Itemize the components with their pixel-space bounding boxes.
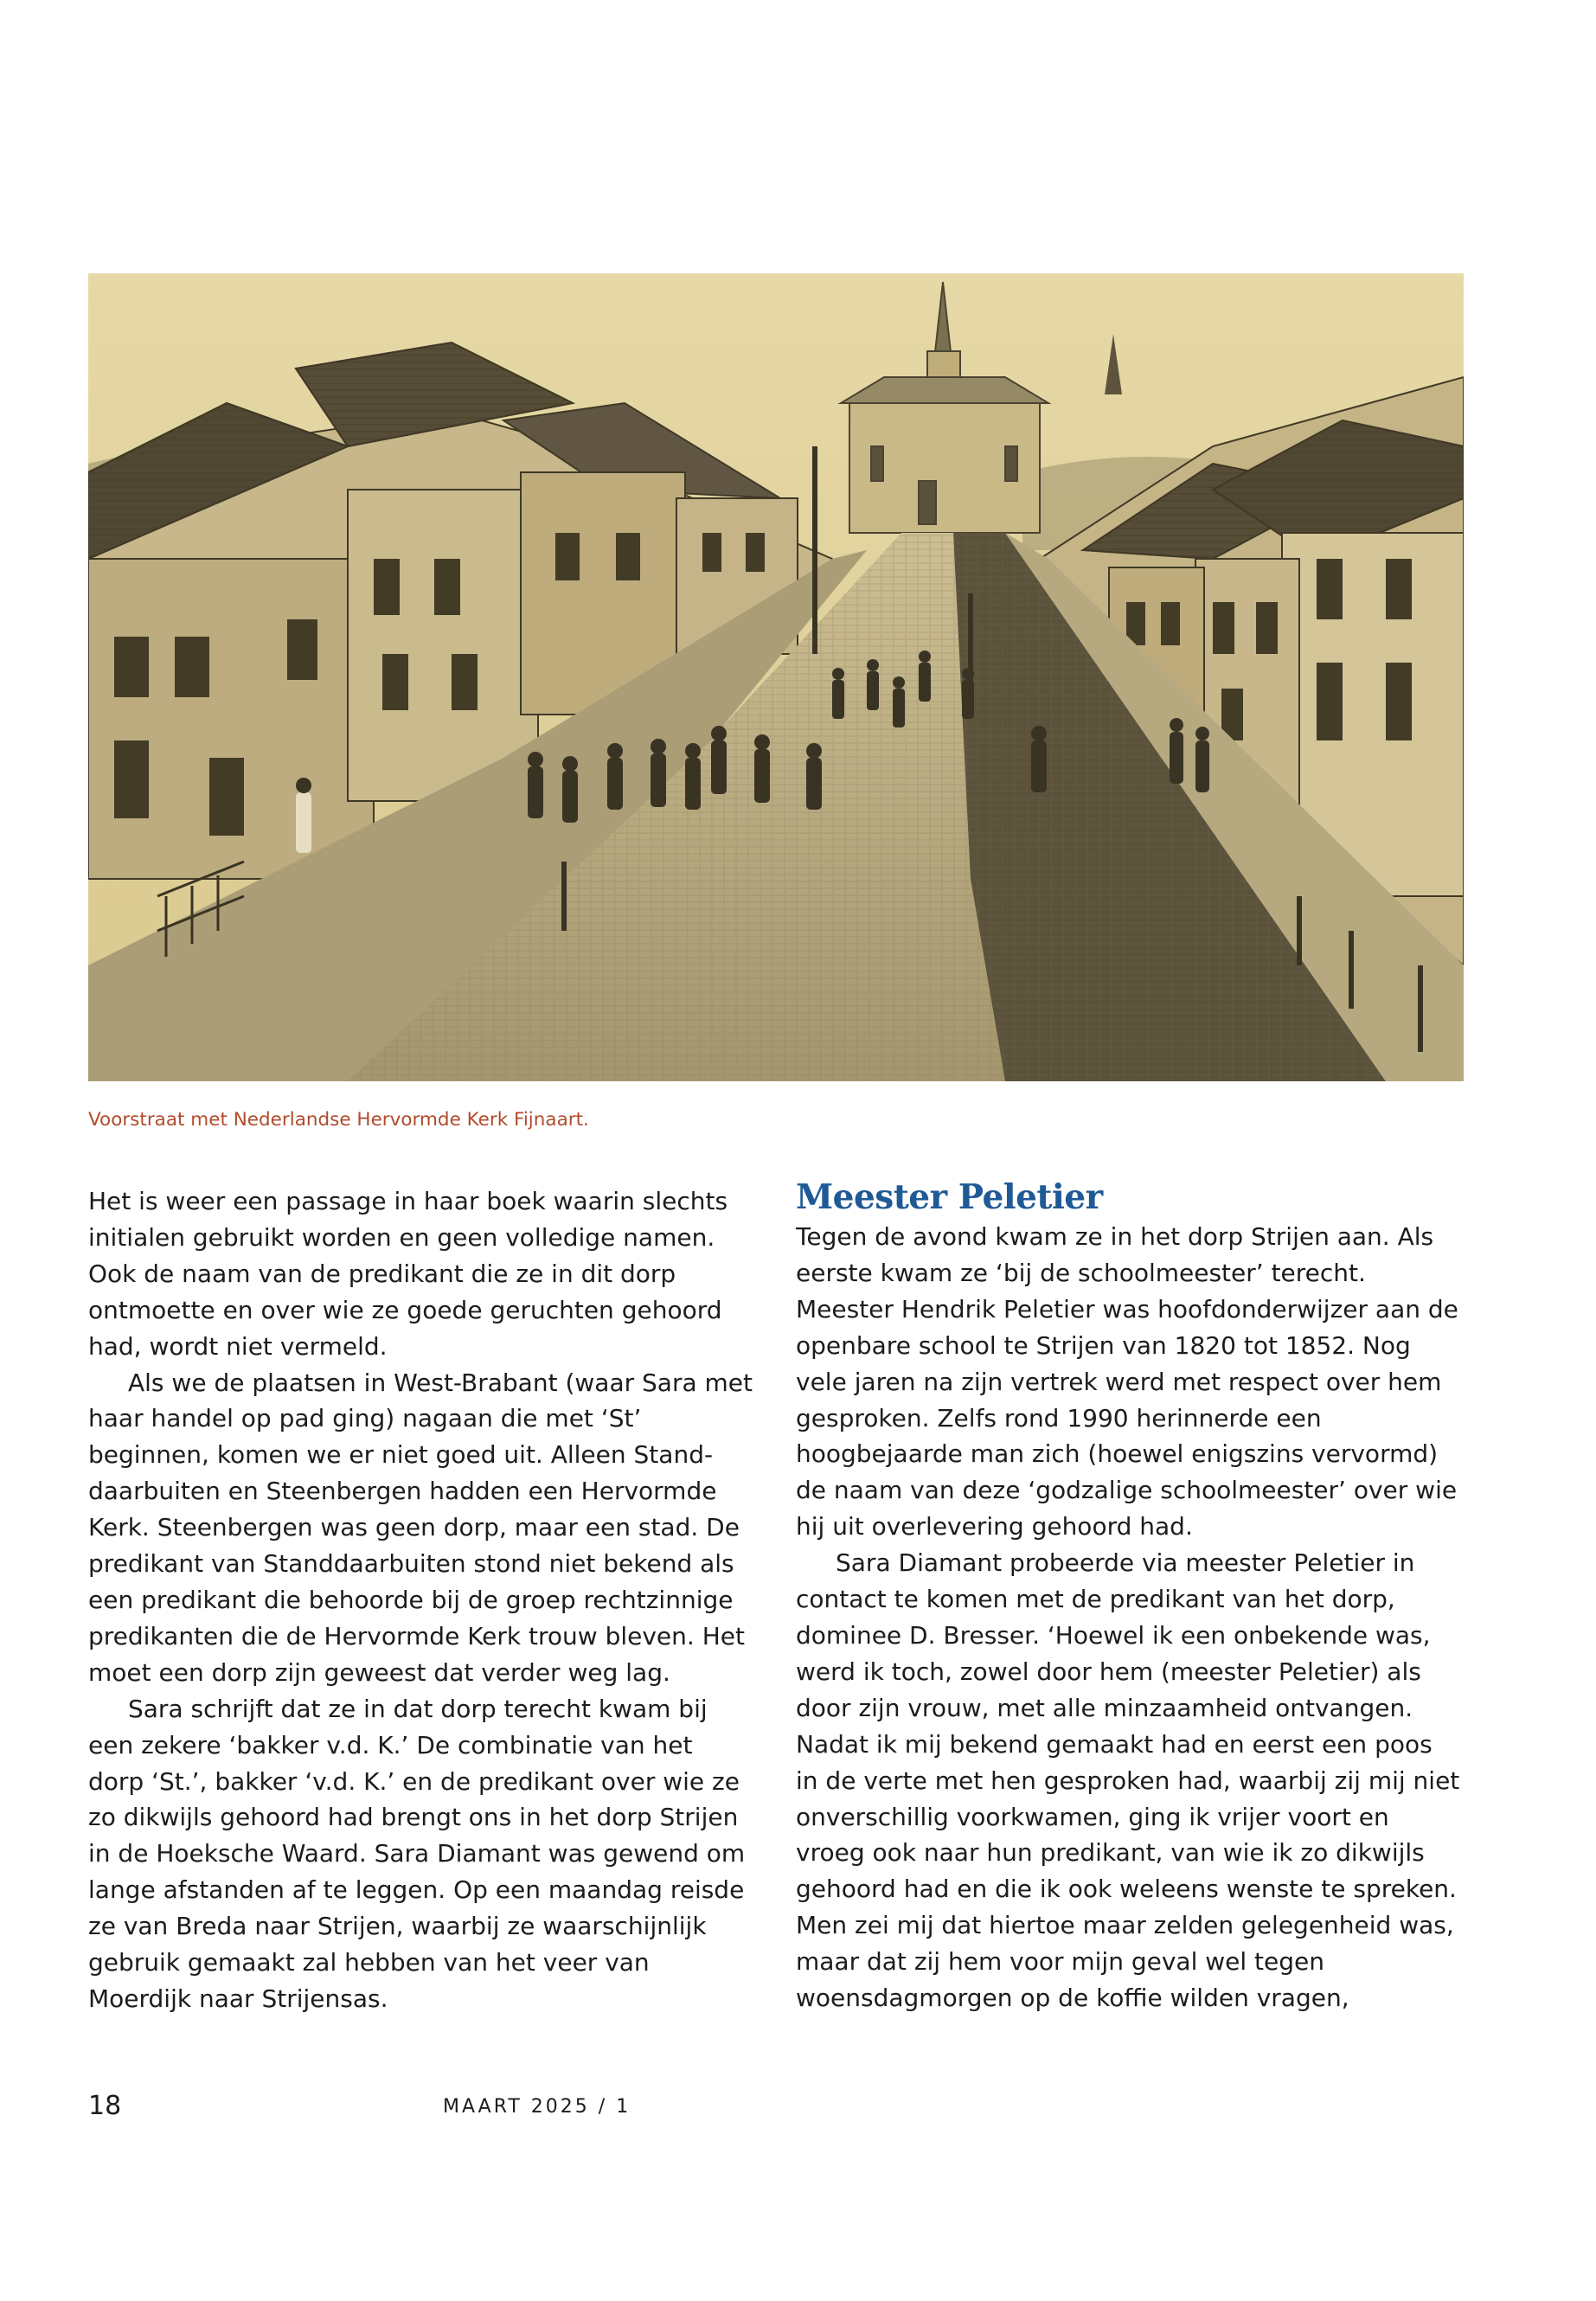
right-paragraph-1: Tegen de avond kwam ze in het dorp Strijen aan. Als eerste kwam ze ‘bij de schoolmeester’ terecht. Meester Hendrik Peletier was hoofdonderwijzer aan de openbare school te Strijen van 1820 tot 1852. Nog vele jaren na zijn vertrek werd met respect over hem gesproken. Zelfs rond 1990 herinnerde een hoogbejaarde man zich (hoewel enigszins vervormd) de naam van deze ‘godzalige schoolmeester’ over wie hij uit overlevering gehoord had. <box>796 1222 1458 1541</box>
right-column <box>796 1176 1460 2016</box>
left-column <box>88 1183 753 2017</box>
right-paragraph-2: Sara Diamant probeerde via meester Peletier in contact te komen met de predikant van het dorp, dominee D. Bresser. ‘Hoewel ik een onbekende was, werd ik toch, zowel door hem (meester Peletier) als door zijn vrouw, met alle minzaamheid ontvangen. Nadat ik mij bekend gemaakt had en eerst een poos in de verte met hen gesproken had, waarbij zij mij niet onverschillig voorkwamen, ging ik vrijer voort en vroeg ook naar hun predikant, van wie ik zo dikwijls gehoord had en die ik ook weleens wenste te spreken. Men zei mij dat hiertoe maar zelden gelegenheid was, maar dat zij hem voor mijn geval wel tegen woensdagmorgen op de koffie wilden vragen, <box>796 1548 1460 2013</box>
page-number: 18 <box>88 2091 122 2121</box>
photo-caption: Voorstraat met Nederlandse Hervormde Kerk Fijnaart. <box>88 1109 589 1131</box>
historic-street-photo-icon <box>88 273 1464 1081</box>
left-paragraph-1: Het is weer een passage in haar boek waarin slechts initialen gebruikt worden en geen volledige namen. Ook de naam van de predikant die ze in dit dorp ontmoette en over wie ze goede geruchten gehoord had, wordt niet vermeld. <box>88 1187 728 1361</box>
issue-label: MAART 2025 / 1 <box>443 2096 631 2118</box>
left-paragraph-3: Sara schrijft dat ze in dat dorp terecht kwam bij een zekere ‘bakker v.d. K.’ De combinatie van het dorp ‘St.’, bakker ‘v.d. K.’ en de predikant over wie ze zo dikwijls gehoord had brengt ons in het dorp Strijen in de Hoeksche Waard. Sara Diamant was gewend om lange afstanden af te leggen. Op een maandag reisde ze van Breda naar Strijen, waarbij ze waarschijnlijk gebruik gemaakt zal hebben van het veer van Moerdijk naar Strijensas. <box>88 1694 746 2013</box>
left-paragraph-2: Als we de plaatsen in West-Brabant (waar Sara met haar handel op pad ging) nagaan die met ‘St’ beginnen, komen we er niet goed uit. Alleen Standdaarbuiten en Steenbergen hadden een Hervormde Kerk. Steenbergen was geen dorp, maar een stad. De predikant van Standdaarbuiten stond niet bekend als een predikant die behoorde bij de groep rechtzinnige predikanten die de Hervormde Kerk trouw bleven. Het moet een dorp zijn geweest dat verder weg lag. <box>88 1368 753 1687</box>
section-heading: Meester Peletier <box>796 1177 1103 1217</box>
street-photo <box>88 273 1464 1081</box>
